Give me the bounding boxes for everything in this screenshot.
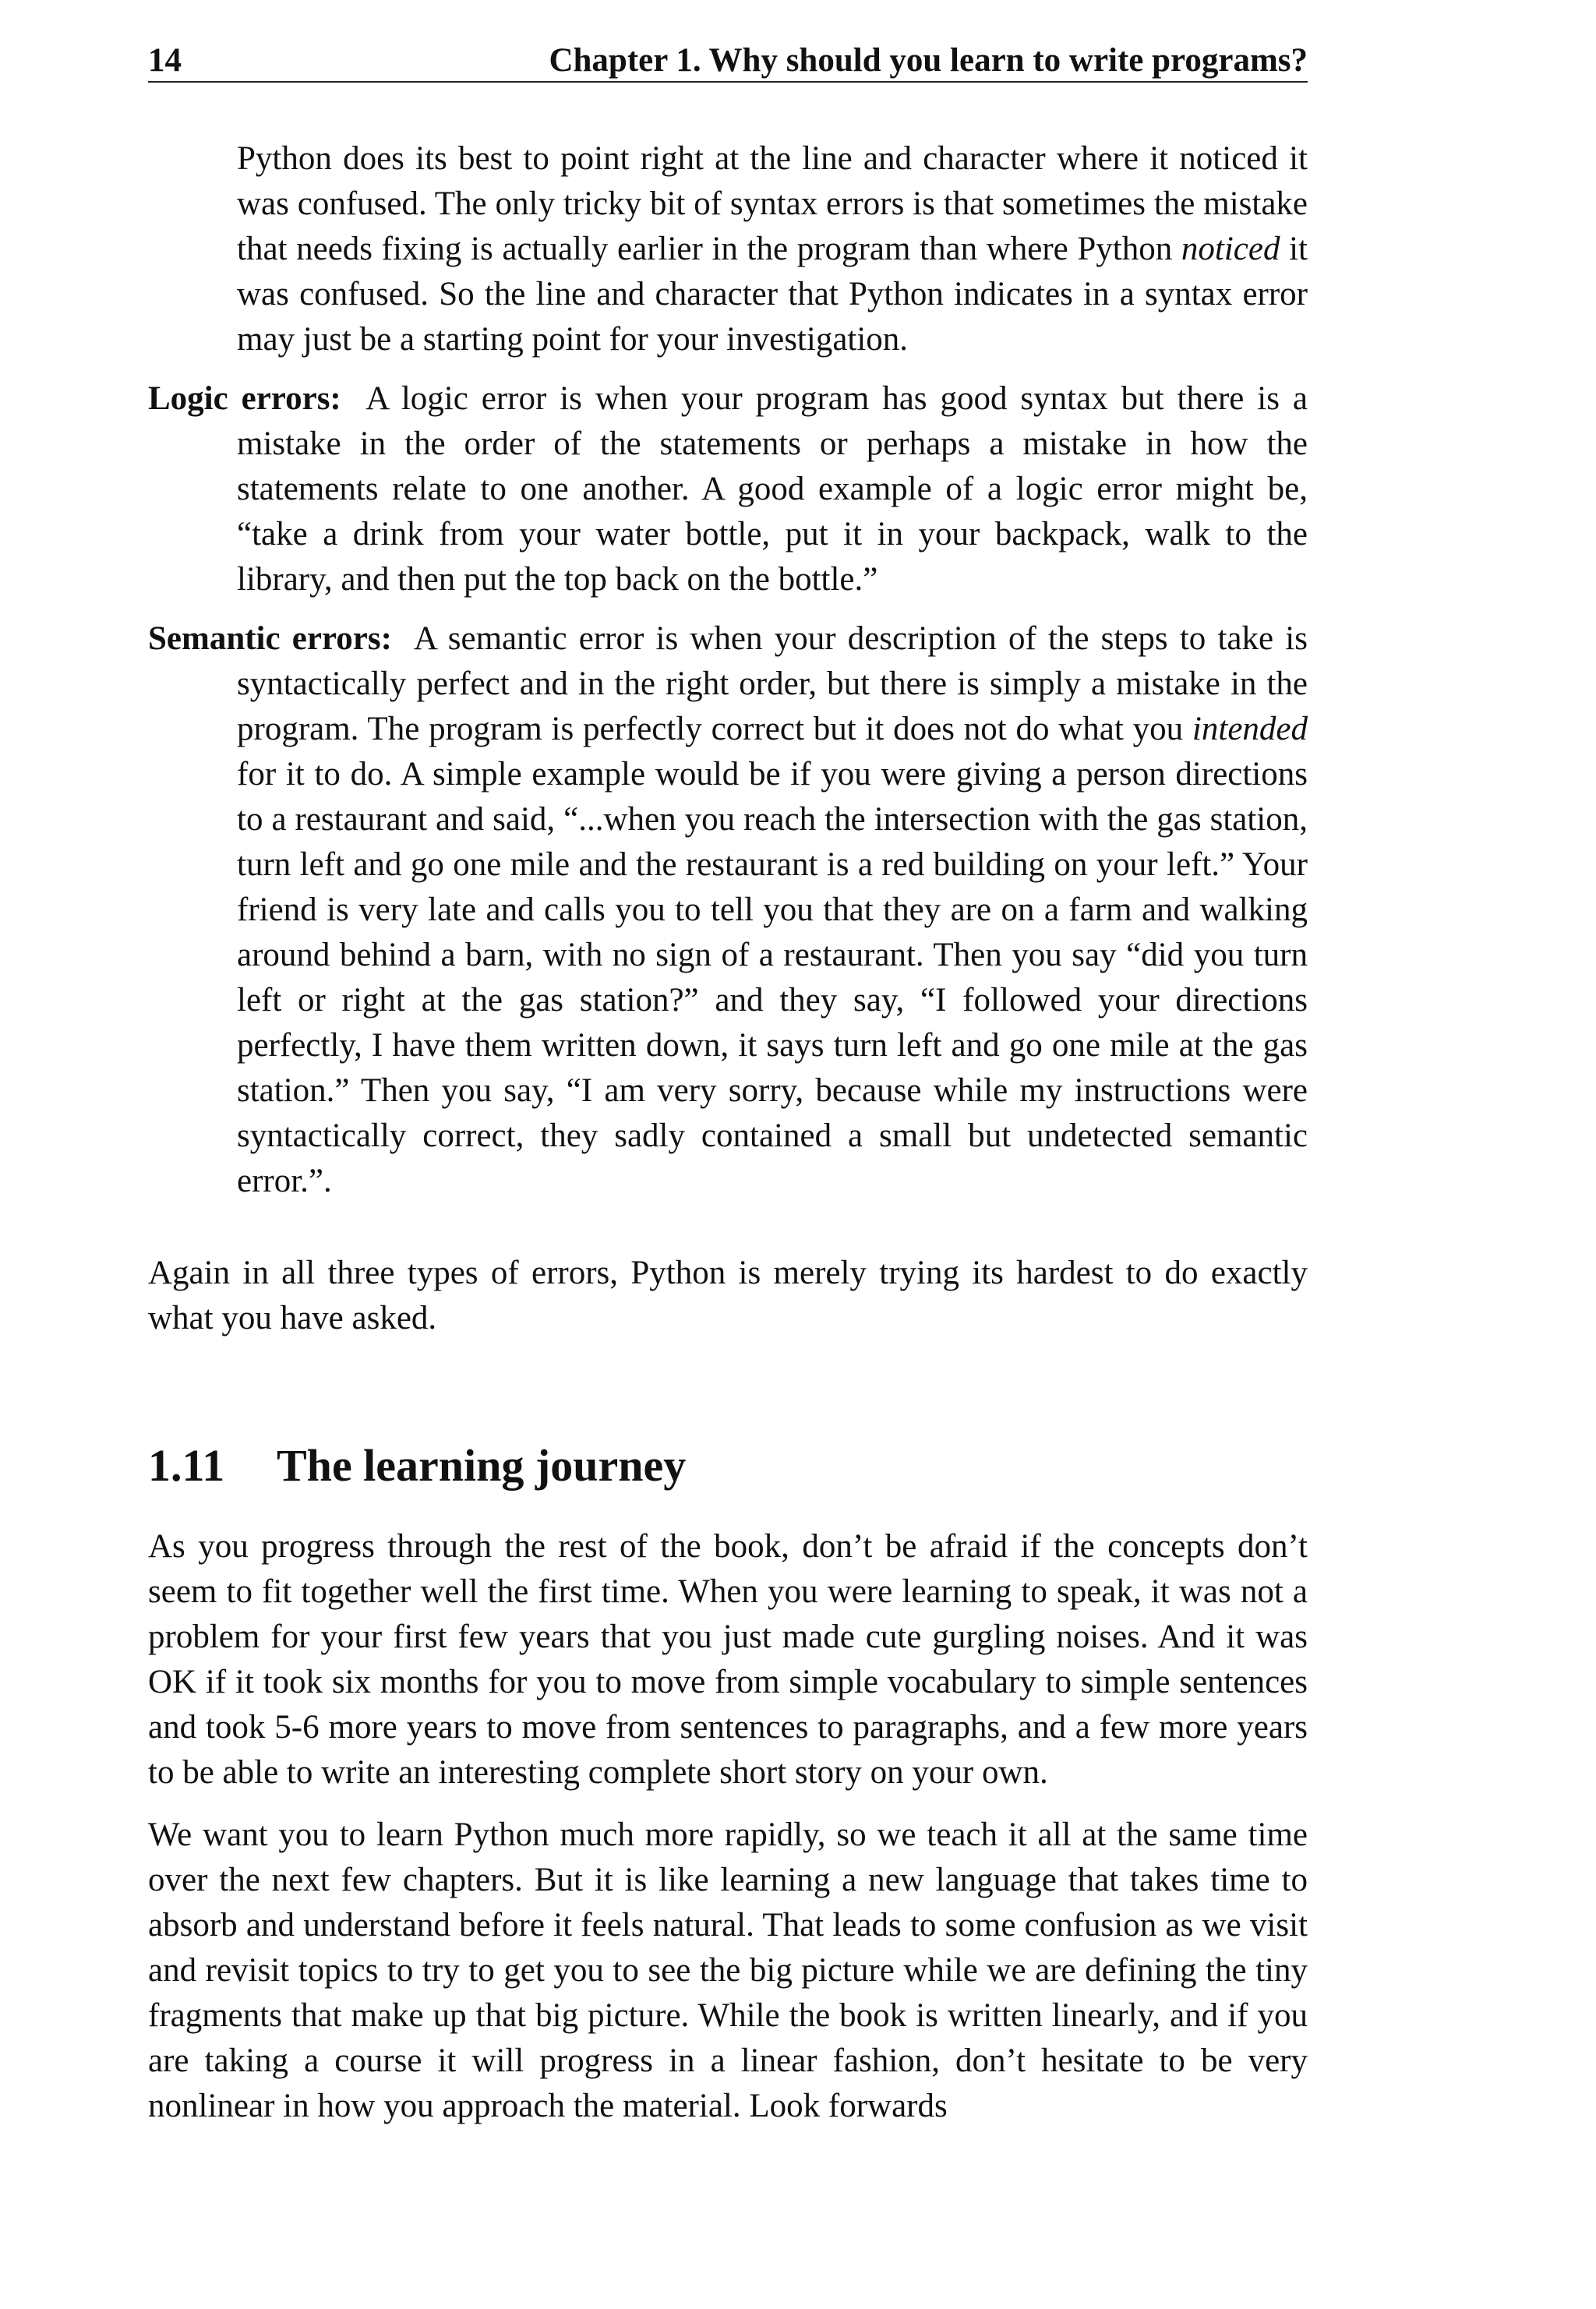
section-title: The learning journey [277,1440,687,1491]
semantic-text-1: A semantic error is when your description of the steps to take is syntactically perfect and in the right order, but there is simply a mistake in the program. The program is perfectly correct but it does not do what you [237,620,1308,747]
section-number: 1.11 [148,1440,225,1491]
syntax-emphasis: noticed [1181,231,1280,267]
logic-errors-term: Logic errors: [148,380,341,417]
body-paragraph: We want you to learn Python much more rapidly, so we teach it all at the same time over the next few chapters. But it is like learning a new language that takes time to absorb and understand before it feels natural. That leads to some confusion as we visit and revisit topics to try to get you to see the big picture while we are defining the tiny fragments that make up that big picture. While the book is written linearly, and if you are taking a course it will progress in a linear fashion, don’t hesitate to be very nonlinear in how you approach the material. Look forwards [148,1816,1308,2124]
logic-errors-item [148,376,1308,602]
semantic-emphasis: intended [1192,711,1308,747]
semantic-errors-item [148,616,1308,1204]
semantic-errors-term: Semantic errors: [148,620,392,657]
body-paragraph: As you progress through the rest of the book, don’t be afraid if the concepts don’t seem to fit together well the first time. When you were learning to speak, it was not a problem for your first few years that you just made cute gurgling noises. And it was OK if it took six months for you to move from simple vocabulary to simple sentences and took 5-6 more years to move from sentences to paragraphs, and a few more years to be able to write an interesting complete short story on your own. [148,1528,1308,1791]
page-number: 14 [148,42,182,79]
section-heading [148,1439,1308,1493]
syntax-errors-continuation [237,136,1308,362]
summary-paragraph: Again in all three types of errors, Python is merely trying its hardest to do exactly what you have asked. [148,1255,1308,1336]
chapter-title: Chapter 1. Why should you learn to write programs? [549,42,1308,79]
page-body [148,136,1308,2129]
running-header [148,41,1308,83]
semantic-text-2: for it to do. A simple example would be if you were giving a person directions to a restaurant and said, “...when you reach the intersection with the gas station, turn left and go one mile and the restaurant is a red building on your left.” Your friend is very late and calls you to tell you that they are on a farm and walking around behind a barn, with no sign of a restaurant. Then you say “did you turn left or right at the gas station?” and they say, “I followed your directions perfectly, I have them written down, it says turn left and go one mile at the gas station.” Then you say, “I am very sorry, because while my instructions were syntactically correct, they sadly contained a small but undetected semantic error.”. [237,756,1308,1199]
logic-errors-text: A logic error is when your program has good syntax but there is a mistake in the order of the statements or perhaps a mistake in how the statements relate to one another. A good example of a logic error might be, “take a drink from your water bottle, put it in your backpack, walk to the library, and then put the top back on the bottle.” [237,380,1308,598]
syntax-text-2: it was confused. So the line and character that Python indicates in a syntax error may just be a starting point for your investigation. [237,231,1308,358]
syntax-text-1: Python does its best to point right at the line and character where it noticed it was confused. The only tricky bit of syntax errors is that sometimes the mistake that needs fixing is actually earlier in the program than where Python [237,140,1308,267]
